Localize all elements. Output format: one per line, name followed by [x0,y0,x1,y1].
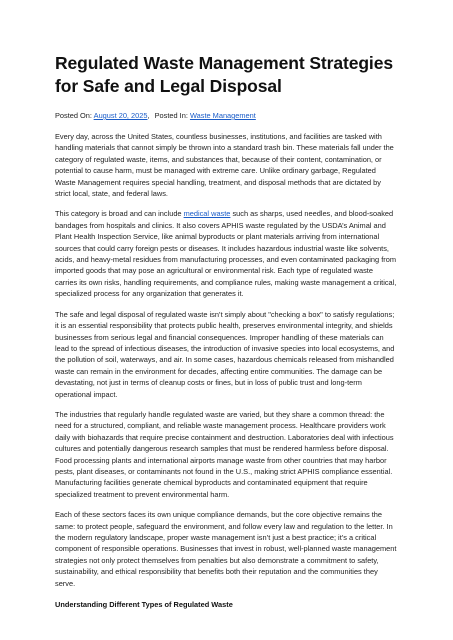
paragraph-2-rest: such as sharps, used needles, and blood-soaked bandages from hospitals and clinics. It also covers APHIS waste regulated by the USDA’s Animal and Plant Health Inspection Service, like animal byproducts or plant materials arriving from international sources that could carry foreign pests or diseases. It includes hazardous industrial waste like solvents, acids, and heavy-metal residues from manufacturing processes, and even contaminated packaging from imported goods that may pose an agricultural or environmental risk. Each type of regulated waste carries its own risks, handling requirements, and compliance rules, making waste management a critical, specialized process for any organization that generates it. [55,209,397,299]
paragraph-2 [55,208,397,299]
posted-in-label: Posted In: [154,111,188,120]
paragraph-4: The industries that regularly handle regulated waste are varied, but they share a common thread: the need for a structured, compliant, and reliable waste management process. Healthcare providers work daily with biohazards that require precise containment and destruction. Laboratories deal with infectious cultures and potentially dangerous research samples that must be rendered harmless before disposal. Food processing plants and international airports manage waste from other countries that may harbor pests, plant diseases, or contaminants not found in the U.S., making strict APHIS compliance essential. Manufacturing facilities generate chemical byproducts and contaminated equipment that require specialized treatment to prevent environmental harm. [55,409,394,499]
category-link[interactable]: Waste Management [189,111,256,120]
post-date-link[interactable]: August 20, 2025 [93,111,148,120]
section-subheading: Understanding Different Types of Regulated Waste [55,600,233,610]
post-meta: Posted On: August 20, 2025, Posted In: Waste Management [55,111,256,120]
paragraph-1: Every day, across the United States, countless businesses, institutions, and facilities are tasked with handling materials that cannot simply be thrown into a standard trash bin. These materials fall under the category of regulated waste, items, and substances that, because of their content, contamination, or potential to cause harm, must be managed with extreme care. Unlike ordinary garbage, Regulated Waste Management requires special handling, treatment, and disposal methods that are dictated by strict local, state, and federal laws. [55,132,394,199]
paragraph-5: Each of these sectors faces its own unique compliance demands, but the core objective remains the same: to protect people, safeguard the environment, and follow every law and regulation to the letter. In the modern regulatory landscape, proper waste management isn’t just a best practice; it’s a critical component of responsible operations. Businesses that invest in robust, well-planned waste management strategies not only protect themselves from penalties but also demonstrate a commitment to safety, sustainability, and ethical responsibility that benefits both their reputation and the communities they serve. [55,510,397,588]
posted-on-label: Posted On: [55,111,92,120]
article-title: Regulated Waste Management Strategies for Safe and Legal Disposal [55,53,393,96]
paragraph-2-start: This category is broad and can include [55,209,184,219]
medical-waste-link[interactable]: medical waste [183,209,231,219]
paragraph-3: The safe and legal disposal of regulated waste isn’t simply about "checking a box" to satisfy regulations; it is an essential responsibility that protects public health, preserves environmental integrity, and shields businesses from serious legal and financial consequences. Improper handling of these materials can lead to the spread of infectious diseases, the introduction of invasive species into local ecosystems, and the pollution of soil, waterways, and air. In some cases, hazardous chemicals released from mishandled waste can remain in the environment for decades, affecting entire communities. The damage can be devastating, not just in terms of cleanup costs or fines, but in loss of public trust and long-term operational impact. [55,309,395,399]
